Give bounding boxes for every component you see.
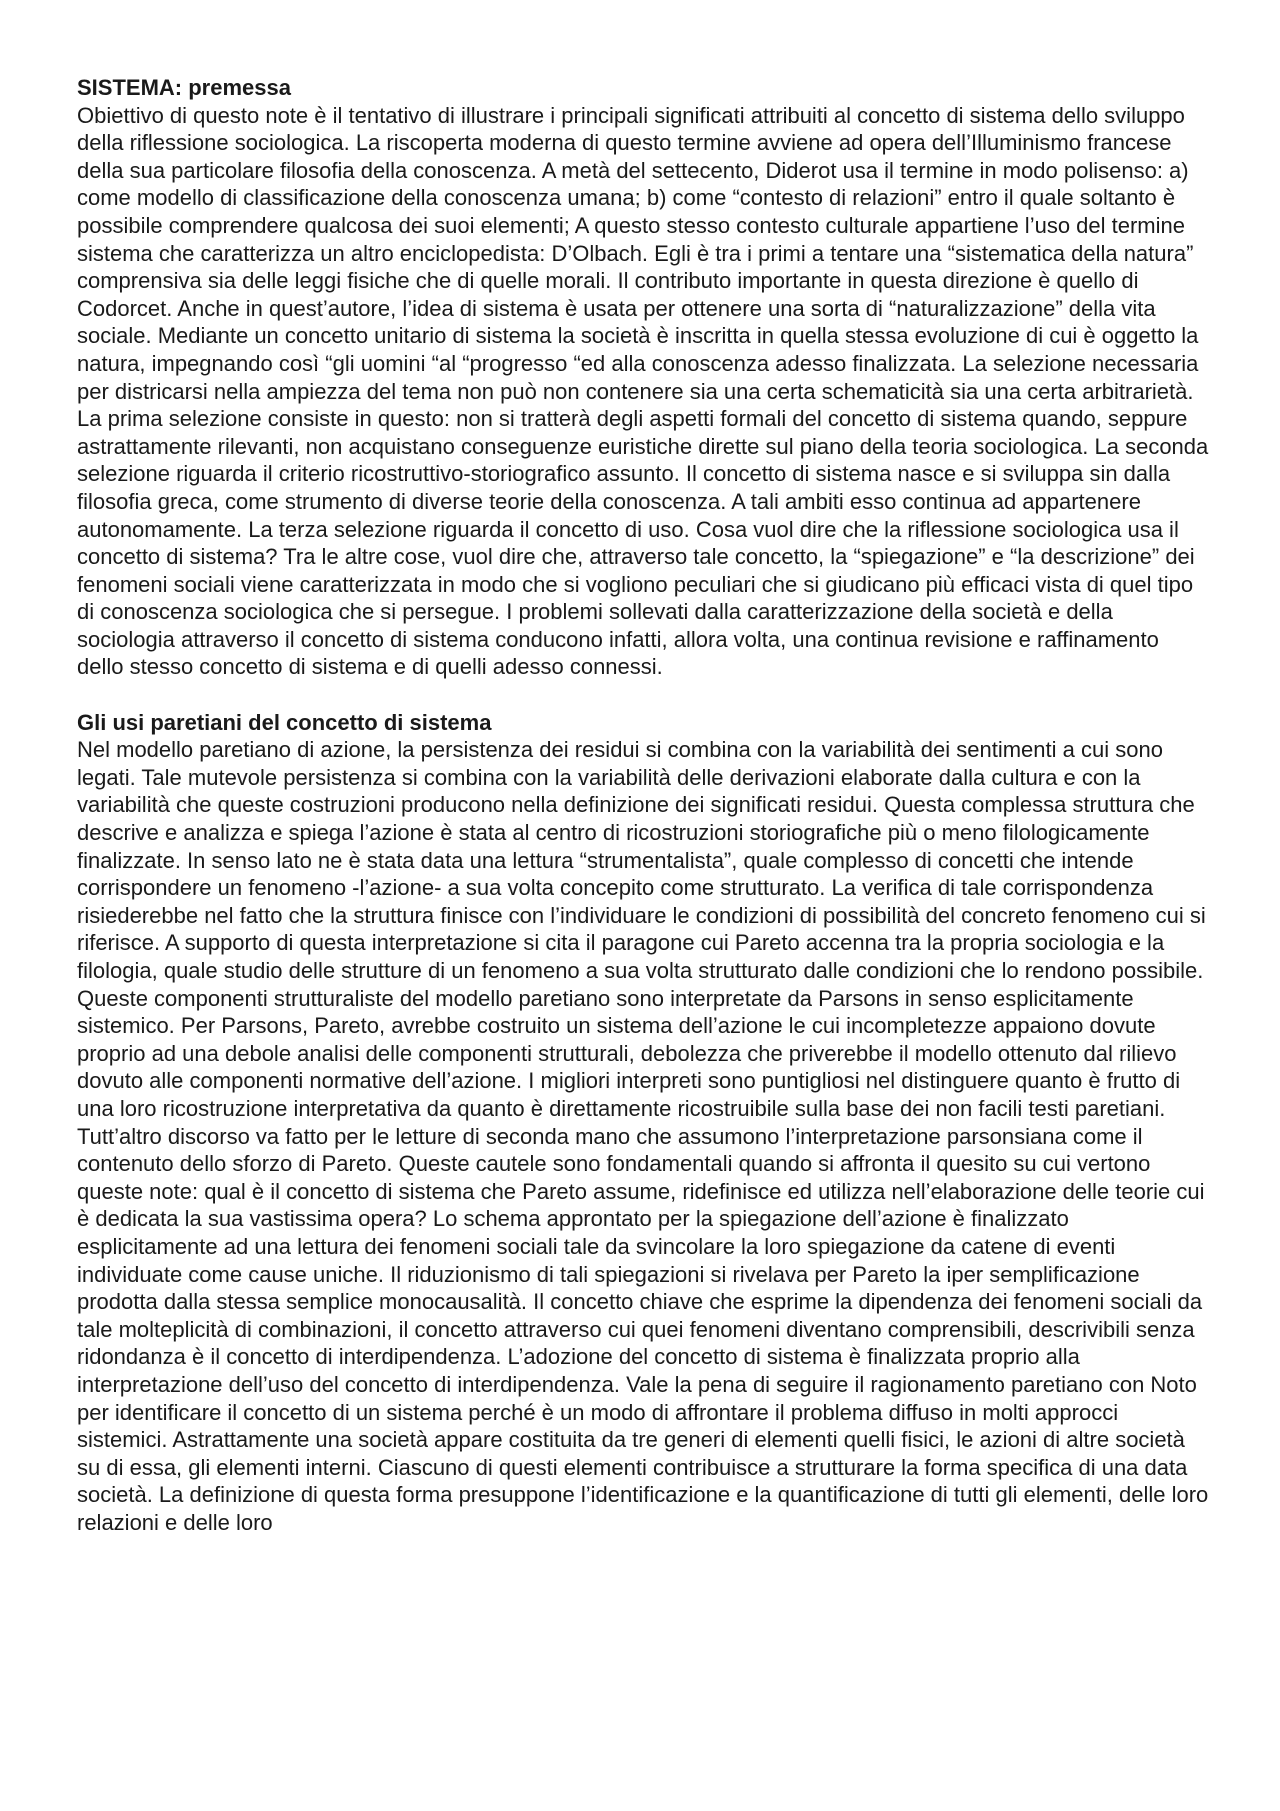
section-title: SISTEMA: premessa [77,75,291,100]
section-title: Gli usi paretiani del concetto di sistema [77,709,492,735]
section-paragraph: Nel modello paretiano di azione, la persistenza dei residui si combina con la variabilità dei sentimenti a cui sono legati. Tale mutevole persistenza si combina con la variabilità delle derivazioni elaborate dalla cultura e con la variabilità che queste costruzioni producono nella definizione dei significati residui. Questa complessa struttura che descrive e analizza e spiega l’azione è stata al centro di ricostruzioni storiografiche più o meno filologicamente finalizzate. In senso lato ne è stata data una lettura “strumentalista”, quale complesso di concetti che intende corrispondere un fenomeno -l’azione- a sua volta concepito come strutturato. La verifica di tale corrispondenza risiederebbe nel fatto che la struttura finisce con l’individuare le condizioni di possibilità del concreto fenomeno cui si riferisce. A supporto di questa interpretazione si cita il paragone cui Pareto accenna tra la propria sociologia e la filologia, quale studio delle strutture di un fenomeno a sua volta strutturato dalle condizioni che lo rendono possibile. Queste componenti strutturaliste del modello paretiano sono interpretate da Parsons in senso esplicitamente sistemico. Per Parsons, Pareto, avrebbe costruito un sistema dell’azione le cui incompletezze appaiono dovute proprio ad una debole analisi delle componenti strutturali, debolezza che priverebbe il modello ottenuto dal rilievo dovuto alle componenti normative dell’azione. I migliori interpreti sono puntigliosi nel distinguere quanto è frutto di una loro ricostruzione interpretativa da quanto è direttamente ricostruibile sulla base dei non facili testi paretiani. Tutt’altro discorso va fatto per le letture di seconda mano che assumono l’interpretazione parsonsiana come il contenuto dello sforzo di Pareto. Queste cautele sono fondamentali quando si affronta il quesito su cui vertono queste note: qual è il concetto di sistema che Pareto assume, ridefinisce ed utilizza nell’elaborazione delle teorie cui è dedicata la sua vastissima opera? Lo schema approntato per la spiegazione dell’azione è finalizzato esplicitamente ad una lettura dei fenomeni sociali tale da svincolare la loro spiegazione da catene di eventi individuate come cause uniche. Il riduzionismo di tali spiegazioni si rivelava per Pareto la iper semplificazione prodotta dalla stessa semplice monocausalità. Il concetto chiave che esprime la dipendenza dei fenomeni sociali da tale molteplicità di combinazioni, il concetto attraverso cui quei fenomeni diventano comprensibili, descrivibili senza ridondanza è il concetto di interdipendenza. L’adozione del concetto di sistema è finalizzata proprio alla interpretazione dell’uso del concetto di interdipendenza. Vale la pena di seguire il ragionamento paretiano con Noto per identificare il concetto di un sistema perché è un modo di affrontare il problema diffuso in molti approcci sistemici. Astrattamente una società appare costituita da tre generi di elementi quelli fisici, le azioni di altre società su di essa, gli elementi interni. Ciascuno di questi elementi contribuisce a strutturare la forma specifica di una data società. La definizione di questa forma presuppone l’identificazione e la quantificazione di tutti gli elementi, delle loro relazioni e delle loro [77,737,1209,1535]
section-paragraph: Obiettivo di questo note è il tentativo di illustrare i principali significati attribuiti al concetto di sistema dello sviluppo della riflessione sociologica. La riscoperta moderna di questo termine avviene ad opera dell’Illuminismo francese della sua particolare filosofia della conoscenza. A metà del settecento, Diderot usa il termine in modo polisenso: a) come modello di classificazione della conoscenza umana; b) come “contesto di relazioni” entro il quale soltanto è possibile comprendere qualcosa dei suoi elementi; A questo stesso contesto culturale appartiene l’uso del termine sistema che caratterizza un altro enciclopedista: D’Olbach. Egli è tra i primi a tentare una “sistematica della natura” comprensiva sia delle leggi fisiche che di quelle morali. Il contributo importante in questa direzione è quello di Codorcet. Anche in quest’autore, l’idea di sistema è usata per ottenere una sorta di “naturalizzazione” della vita sociale. Mediante un concetto unitario di sistema la società è inscritta in quella stessa evoluzione di cui è oggetto la natura, impegnando così “gli uomini “al “progresso “ed alla conoscenza adesso finalizzata. La selezione necessaria per districarsi nella ampiezza del tema non può non contenere sia una certa schematicità sia una certa arbitrarietà. La prima selezione consiste in questo: non si tratterà degli aspetti formali del concetto di sistema quando, seppure astrattamente rilevanti, non acquistano conseguenze euristiche dirette sul piano della teoria sociologica. La seconda selezione riguarda il criterio ricostruttivo-storiografico assunto. Il concetto di sistema nasce e si sviluppa sin dalla filosofia greca, come strumento di diverse teorie della conoscenza. A tali ambiti esso continua ad appartenere autonomamente. La terza selezione riguarda il concetto di uso. Cosa vuol dire che la riflessione sociologica usa il concetto di sistema? Tra le altre cose, vuol dire che, attraverso tale concetto, la “spiegazione” e “la descrizione” dei fenomeni sociali viene caratterizzata in modo che si vogliono peculiari che si giudicano più efficaci vista di quel tipo di conoscenza sociologica che si persegue. I problemi sollevati dalla caratterizzazione della società e della sociologia attraverso il concetto di sistema conducono infatti, allora volta, una continua revisione e raffinamento dello stesso concetto di sistema e di quelli adesso connessi. [77,102,1209,680]
section-premessa [77,74,1211,681]
document-content [77,74,1211,1536]
section-usi-paretiani [77,709,1211,1537]
